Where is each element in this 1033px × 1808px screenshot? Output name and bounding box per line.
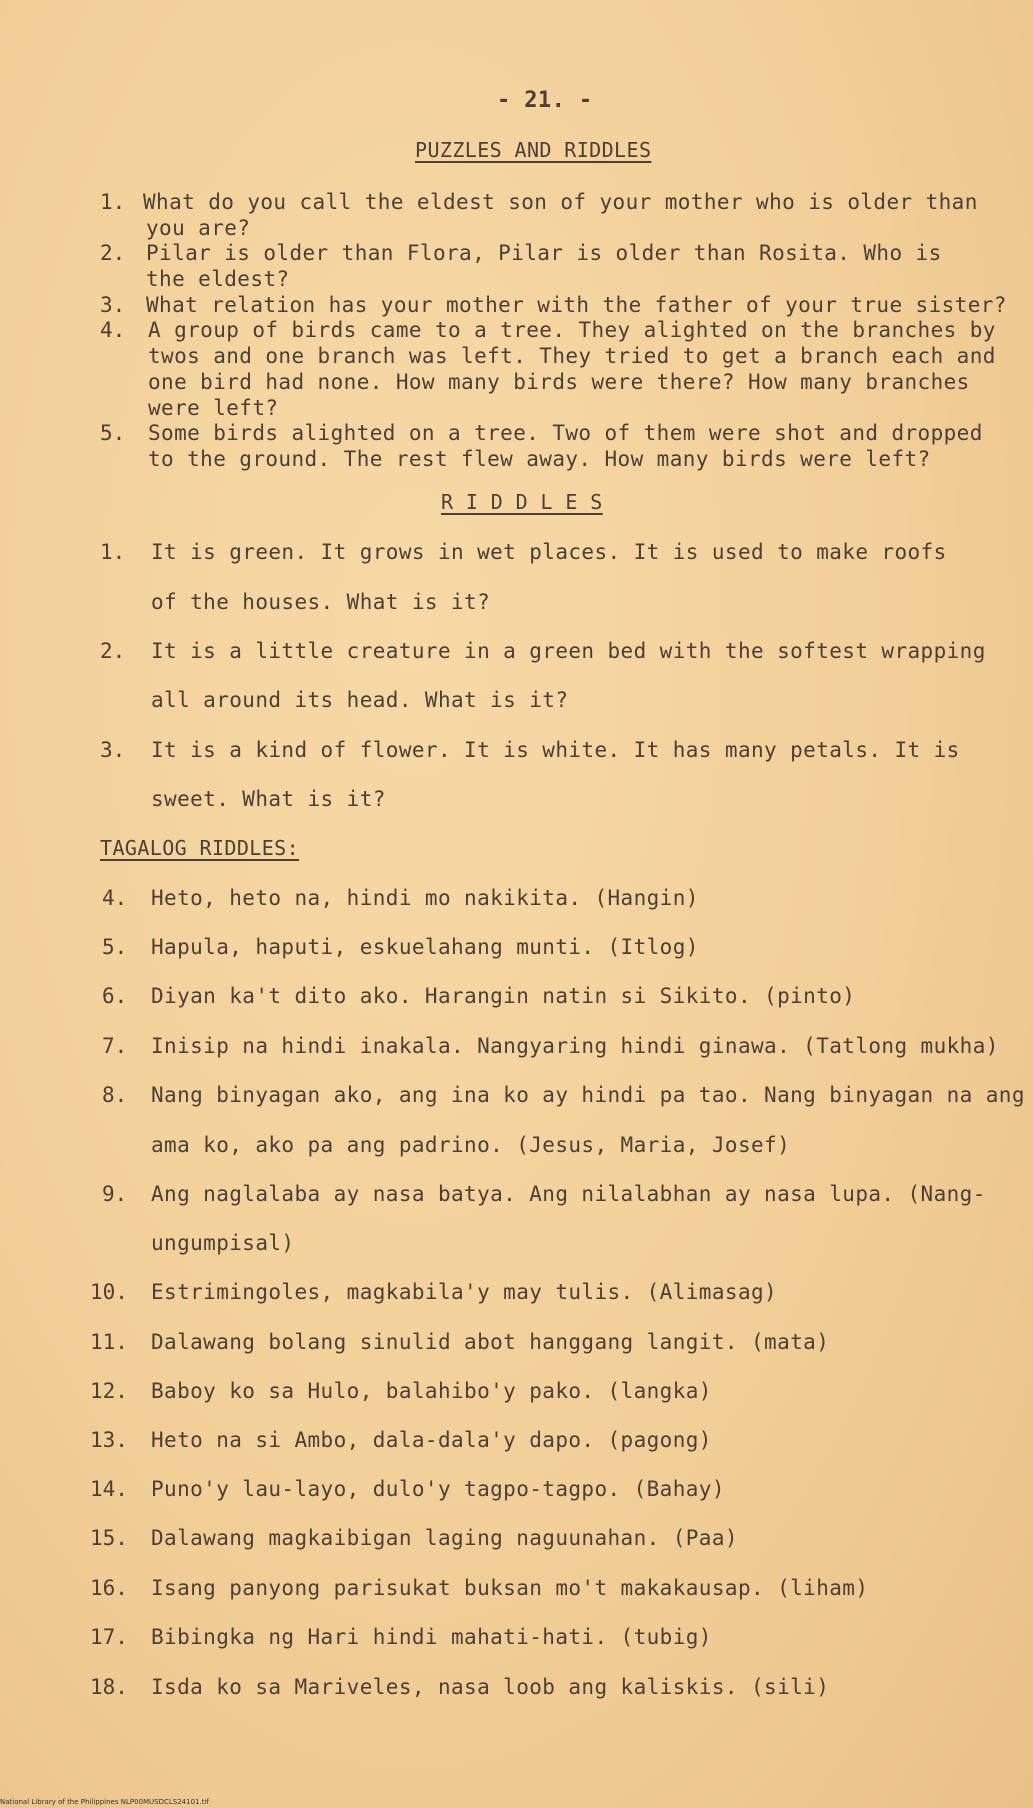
- tagalog-line: Ang naglalaba ay nasa batya. Ang nilalabhan ay nasa lupa. (Nang-: [151, 1182, 986, 1206]
- puzzle-number: 2.: [100, 241, 126, 265]
- puzzle-line: the eldest?: [146, 267, 290, 291]
- tagalog-number: 18.: [90, 1675, 128, 1699]
- tagalog-line: ama ko, ako pa ang padrino. (Jesus, Maria, Josef): [151, 1133, 791, 1157]
- tagalog-line: Heto, heto na, hindi mo nakikita. (Hangin): [151, 886, 699, 910]
- tagalog-line: Inisip na hindi inakala. Nangyaring hindi ginawa. (Tatlong mukha): [151, 1034, 999, 1058]
- riddle-number: 3.: [100, 738, 126, 762]
- tagalog-number: 8.: [102, 1083, 128, 1107]
- puzzle-number: 1.: [100, 190, 126, 214]
- tagalog-number: 10.: [90, 1280, 128, 1304]
- tagalog-number: 12.: [90, 1379, 128, 1403]
- page-title: PUZZLES AND RIDDLES: [415, 138, 652, 162]
- tagalog-line: Dalawang magkaibigan laging naguunahan. (Paa): [151, 1526, 738, 1550]
- puzzle-line: Some birds alighted on a tree. Two of them were shot and dropped: [148, 421, 983, 445]
- puzzle-number: 3.: [100, 293, 126, 317]
- puzzle-line: were left?: [148, 396, 279, 420]
- riddle-number: 1.: [100, 540, 126, 564]
- riddle-line: It is a little creature in a green bed with the softest wrapping: [151, 639, 986, 663]
- riddle-number: 2.: [100, 639, 126, 663]
- tagalog-number: 7.: [102, 1034, 128, 1058]
- puzzle-line: What relation has your mother with the father of your true sister?: [146, 293, 1007, 317]
- tagalog-number: 4.: [102, 886, 128, 910]
- riddle-line: It is a kind of flower. It is white. It has many petals. It is: [151, 738, 960, 762]
- tagalog-number: 5.: [102, 935, 128, 959]
- tagalog-line: Baboy ko sa Hulo, balahibo'y pako. (langka): [151, 1379, 712, 1403]
- riddle-line: sweet. What is it?: [151, 787, 386, 811]
- puzzle-number: 4.: [100, 318, 126, 342]
- tagalog-number: 6.: [102, 984, 128, 1008]
- puzzle-line: Pilar is older than Flora, Pilar is older than Rosita. Who is: [146, 241, 942, 265]
- tagalog-line: Nang binyagan ako, ang ina ko ay hindi pa tao. Nang binyagan na ang: [151, 1083, 1025, 1107]
- tagalog-number: 9.: [102, 1182, 128, 1206]
- tagalog-number: 16.: [90, 1576, 128, 1600]
- puzzle-line: one bird had none. How many birds were there? How many branches: [148, 370, 970, 394]
- page-number: - 21. -: [497, 88, 593, 113]
- riddle-line: It is green. It grows in wet places. It is used to make roofs: [151, 540, 947, 564]
- puzzle-line: you are?: [146, 216, 251, 240]
- tagalog-number: 14.: [90, 1477, 128, 1501]
- tagalog-line: Hapula, haputi, eskuelahang munti. (Itlog): [151, 935, 699, 959]
- tagalog-heading: TAGALOG RIDDLES:: [100, 836, 300, 860]
- riddle-line: all around its head. What is it?: [151, 688, 569, 712]
- puzzle-line: to the ground. The rest flew away. How many birds were left?: [148, 447, 931, 471]
- tagalog-number: 11.: [90, 1330, 128, 1354]
- tagalog-line: ungumpisal): [151, 1231, 295, 1255]
- tagalog-line: Isda ko sa Mariveles, nasa loob ang kaliskis. (sili): [151, 1675, 830, 1699]
- riddle-line: of the houses. What is it?: [151, 590, 491, 614]
- tagalog-number: 15.: [90, 1526, 128, 1550]
- tagalog-line: Bibingka ng Hari hindi mahati-hati. (tubig): [151, 1625, 712, 1649]
- puzzle-line: twos and one branch was left. They tried to get a branch each and: [148, 344, 996, 368]
- tagalog-line: Dalawang bolang sinulid abot hanggang langit. (mata): [151, 1330, 830, 1354]
- puzzle-number: 5.: [100, 421, 126, 445]
- tagalog-line: Puno'y lau-layo, dulo'y tagpo-tagpo. (Bahay): [151, 1477, 725, 1501]
- archive-footer: National Library of the Philippines NLP00MUSDCLS24101.tif: [0, 1798, 209, 1806]
- tagalog-line: Estrimingoles, magkabila'y may tulis. (Alimasag): [151, 1280, 778, 1304]
- puzzle-line: A group of birds came to a tree. They alighted on the branches by: [148, 318, 996, 342]
- tagalog-line: Isang panyong parisukat buksan mo't makakausap. (liham): [151, 1576, 869, 1600]
- tagalog-line: Diyan ka't dito ako. Harangin natin si Sikito. (pinto): [151, 984, 856, 1008]
- riddles-heading: R I D D L E S: [441, 490, 603, 514]
- puzzle-line: What do you call the eldest son of your mother who is older than: [143, 190, 978, 214]
- tagalog-line: Heto na si Ambo, dala-dala'y dapo. (pagong): [151, 1428, 712, 1452]
- tagalog-number: 17.: [90, 1625, 128, 1649]
- tagalog-number: 13.: [90, 1428, 128, 1452]
